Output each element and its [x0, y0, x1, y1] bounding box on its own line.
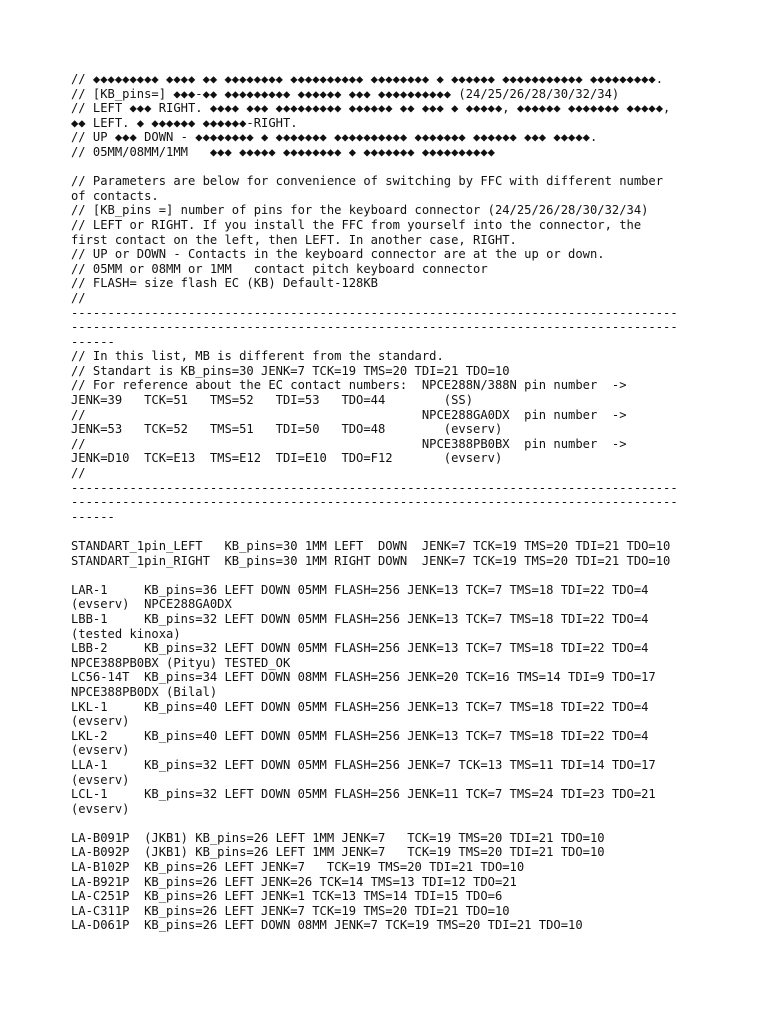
text-line: // UP ◆◆◆ DOWN - ◆◆◆◆◆◆◆◆ ◆ ◆◆◆◆◆◆◆ ◆◆◆◆◆◆◆◆◆◆ ◆◆◆◆◆◆◆ ◆◆◆◆◆◆ ◆◆◆ ◆◆◆◆◆. — [71, 130, 598, 145]
text-line: JENK=D10 TCK=E13 TMS=E12 TDI=E10 TDO=F12 (evserv) — [71, 451, 503, 466]
text-line: // For reference about the EC contact numbers: NPCE288N/388N pin number -> — [71, 378, 627, 393]
text-line: (evserv) — [71, 801, 130, 816]
text-line: LA-B091P (JKB1) KB_pins=26 LEFT 1MM JENK=7 TCK=19 TMS=20 TDI=21 TDO=10 — [71, 830, 605, 845]
text-line: (evserv) — [71, 714, 130, 729]
text-line: LA-B102P KB_pins=26 LEFT JENK=7 TCK=19 TMS=20 TDI=21 TDO=10 — [71, 860, 525, 875]
text-line: LC56-14T KB_pins=34 LEFT DOWN 08MM FLASH=256 JENK=20 TCK=16 TMS=14 TDI=9 TDO=17 — [71, 670, 656, 685]
text-line: // Standart is KB_pins=30 JENK=7 TCK=19 TMS=20 TDI=21 TDO=10 — [71, 363, 510, 378]
text-line: // [KB_pins=] ◆◆◆-◆◆ ◆◆◆◆◆◆◆◆◆ ◆◆◆◆◆◆ ◆◆◆ ◆◆◆◆◆◆◆◆◆◆ (24/25/26/28/30/32/34) — [71, 86, 620, 101]
text-line: LLA-1 KB_pins=32 LEFT DOWN 05MM FLASH=256 JENK=7 TCK=13 TMS=11 TDI=14 TDO=17 — [71, 757, 656, 772]
text-line: ----------------------------------------------------------------------------------- — [71, 305, 678, 320]
text-line: // FLASH= size flash EC (KB) Default-128KB — [71, 276, 378, 291]
text-line: // Parameters are below for convenience of switching by FFC with different number — [71, 174, 664, 189]
text-line: // [KB_pins =] number of pins for the keyboard connector (24/25/26/28/30/32/34) — [71, 203, 649, 218]
text-line: NPCE388PB0DX (Bilal) — [71, 684, 218, 699]
text-line: // — [71, 290, 86, 305]
text-line: // NPCE288GA0DX pin number -> — [71, 407, 627, 422]
text-line: JENK=39 TCK=51 TMS=52 TDI=53 TDO=44 (SS) — [71, 393, 474, 408]
text-line: LA-C251P KB_pins=26 LEFT JENK=1 TCK=13 TMS=14 TDI=15 TDO=6 — [71, 889, 503, 904]
text-line: JENK=53 TCK=52 TMS=51 TDI=50 TDO=48 (evserv) — [71, 422, 503, 437]
text-line: LAR-1 KB_pins=36 LEFT DOWN 05MM FLASH=256 JENK=13 TCK=7 TMS=18 TDI=22 TDO=4 — [71, 582, 649, 597]
text-line: ------ — [71, 509, 115, 524]
text-line: LA-C311P KB_pins=26 LEFT JENK=7 TCK=19 TMS=20 TDI=21 TDO=10 — [71, 903, 510, 918]
text-line: // 05MM/08MM/1MM ◆◆◆ ◆◆◆◆◆ ◆◆◆◆◆◆◆◆ ◆ ◆◆◆◆◆◆◆ ◆◆◆◆◆◆◆◆◆◆ — [71, 144, 495, 159]
text-line: (tested kinoxa) — [71, 626, 181, 641]
text-line — [71, 816, 701, 831]
text-line: LCL-1 KB_pins=32 LEFT DOWN 05MM FLASH=256 JENK=11 TCK=7 TMS=24 TDI=23 TDO=21 — [71, 787, 656, 802]
text-line: NPCE388PB0BX (Pityu) TESTED_OK — [71, 655, 291, 670]
text-line: // NPCE388PB0BX pin number -> — [71, 436, 627, 451]
text-line: ----------------------------------------------------------------------------------- — [71, 480, 678, 495]
text-line: ------ — [71, 334, 115, 349]
text-line: ----------------------------------------------------------------------------------- — [71, 320, 678, 335]
document-text — [71, 72, 701, 933]
text-line: (evserv) — [71, 743, 130, 758]
text-line — [71, 160, 701, 175]
text-line: // ◆◆◆◆◆◆◆◆◆ ◆◆◆◆ ◆◆ ◆◆◆◆◆◆◆◆ ◆◆◆◆◆◆◆◆◆◆ ◆◆◆◆◆◆◆◆ ◆ ◆◆◆◆◆◆ ◆◆◆◆◆◆◆◆◆◆◆ ◆◆◆◆◆◆◆◆◆. — [71, 72, 664, 86]
text-line: first contact on the left, then LEFT. In another case, RIGHT. — [71, 232, 517, 247]
text-line: (evserv) NPCE288GA0DX — [71, 597, 232, 612]
text-line: LBB-1 KB_pins=32 LEFT DOWN 05MM FLASH=256 JENK=13 TCK=7 TMS=18 TDI=22 TDO=4 — [71, 611, 649, 626]
text-line — [71, 524, 701, 539]
text-line: // LEFT or RIGHT. If you install the FFC from yourself into the connector, the — [71, 217, 642, 232]
text-line: // — [71, 466, 86, 481]
text-line: // LEFT ◆◆◆ RIGHT. ◆◆◆◆ ◆◆◆ ◆◆◆◆◆◆◆◆◆ ◆◆◆◆◆◆ ◆◆ ◆◆◆ ◆ ◆◆◆◆◆, ◆◆◆◆◆◆ ◆◆◆◆◆◆◆ ◆◆◆◆◆, — [71, 101, 671, 116]
text-line: of contacts. — [71, 188, 159, 203]
document-page — [71, 72, 701, 933]
text-line: // 05MM or 08MM or 1MM contact pitch keyboard connector — [71, 261, 488, 276]
text-line: LA-B092P (JKB1) KB_pins=26 LEFT 1MM JENK=7 TCK=19 TMS=20 TDI=21 TDO=10 — [71, 845, 605, 860]
text-line: LA-D061P KB_pins=26 LEFT DOWN 08MM JENK=7 TCK=19 TMS=20 TDI=21 TDO=10 — [71, 918, 583, 933]
text-line: LA-B921P KB_pins=26 LEFT JENK=26 TCK=14 TMS=13 TDI=12 TDO=21 — [71, 874, 517, 889]
text-line: STANDART_1pin_RIGHT KB_pins=30 1MM RIGHT DOWN JENK=7 TCK=19 TMS=20 TDI=21 TDO=10 — [71, 553, 671, 568]
text-line: LKL-2 KB_pins=40 LEFT DOWN 05MM FLASH=256 JENK=13 TCK=7 TMS=18 TDI=22 TDO=4 — [71, 728, 649, 743]
text-line: (evserv) — [71, 772, 130, 787]
text-line: ----------------------------------------------------------------------------------- — [71, 495, 678, 510]
text-line: STANDART_1pin_LEFT KB_pins=30 1MM LEFT DOWN JENK=7 TCK=19 TMS=20 TDI=21 TDO=10 — [71, 539, 671, 553]
text-line: // UP or DOWN - Contacts in the keyboard connector are at the up or down. — [71, 247, 605, 262]
text-line: ◆◆ LEFT. ◆ ◆◆◆◆◆◆ ◆◆◆◆◆◆-RIGHT. — [71, 115, 298, 130]
text-line: // In this list, MB is different from the standard. — [71, 349, 444, 364]
text-line: LKL-1 KB_pins=40 LEFT DOWN 05MM FLASH=256 JENK=13 TCK=7 TMS=18 TDI=22 TDO=4 — [71, 699, 649, 714]
text-line: LBB-2 KB_pins=32 LEFT DOWN 05MM FLASH=256 JENK=13 TCK=7 TMS=18 TDI=22 TDO=4 — [71, 641, 649, 656]
text-line — [71, 568, 701, 583]
